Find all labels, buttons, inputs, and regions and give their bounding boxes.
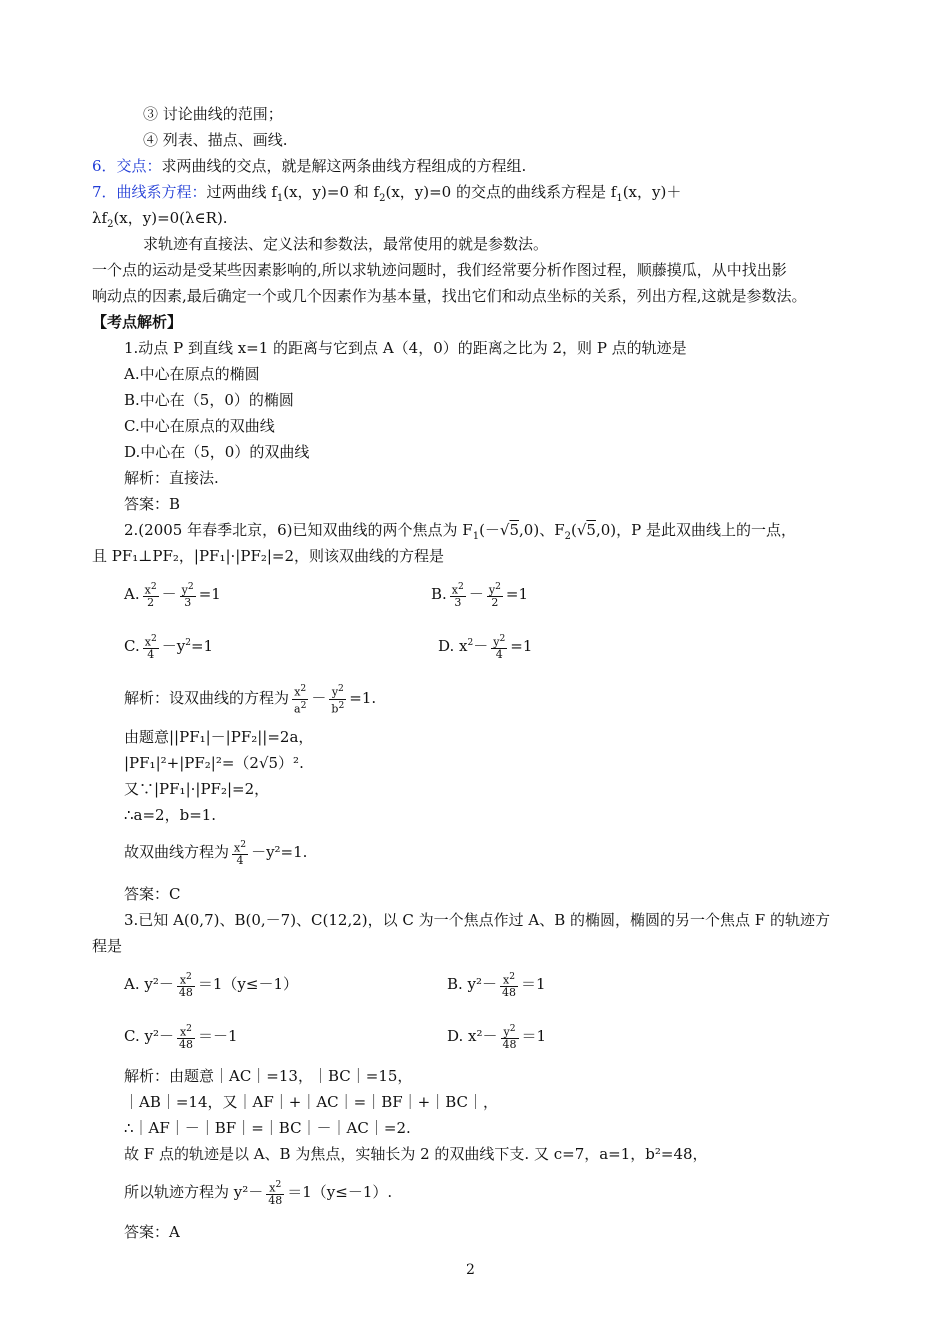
q3-stem-line1: 3.已知 A(0,7)、B(0,－7)、C(12,2)，以 C 为一个焦点作过 A、B 的椭圆，椭圆的另一个焦点 F 的轨迹方 xyxy=(124,911,830,929)
q2-stem-a: 2.(2005 年春季北京，6)已知双曲线的两个焦点为 F xyxy=(124,521,473,539)
q1-option-a: A.中心在原点的椭圆 xyxy=(124,365,260,383)
item7-text-c: (x，y)=0 的交点的曲线系方程是 f xyxy=(385,183,617,201)
q2-analysis: 解析：设双曲线的方程为 $\frac{x^2}{a^2}$ － $\frac{y^2}{b^2}$ =1. xyxy=(124,682,377,716)
q3-line4: 故 F 点的轨迹是以 A、B 为焦点，实轴长为 2 的双曲线下支. 又 c=7，a=1，b²=48， xyxy=(124,1145,708,1163)
q3-option-c: C. y²－ $\frac{x^2}{48}$ ＝－1 xyxy=(124,1022,238,1052)
para2-line1: 一个点的运动是受某些因素影响的,所以求轨迹问题时，我们经常要分析作图过程，顺藤摸瓜，从中找出影 xyxy=(92,261,787,279)
q2-stem-line2: 且 PF₁⊥PF₂，|PF₁|·|PF₂|=2，则该双曲线的方程是 xyxy=(92,547,445,565)
q3-stem-line2: 程是 xyxy=(92,937,123,955)
q3-option-d: D. x²－ $\frac{y^2}{48}$ ＝1 xyxy=(447,1022,547,1052)
q2-stem: 2.(2005 年春季北京，6)已知双曲线的两个焦点为 $F_1(-√5,0)$、$F_2(√5,0)$，P 是此双曲线上的一点， xyxy=(124,521,796,542)
para1: 求轨迹有直接法、定义法和参数法，最常使用的就是参数法。 xyxy=(143,235,549,253)
q2-option-c: C. $\frac{x^2}{4}$ $-y^2=1$ xyxy=(124,632,214,662)
q3-line3: ∴｜AF｜－｜BF｜=｜BC｜－｜AC｜=2. xyxy=(124,1119,411,1137)
q1-answer: 答案：B xyxy=(124,495,181,513)
item6-label: 6．交点： xyxy=(92,157,162,175)
q3-option-c-a: C. y²－ xyxy=(124,1027,174,1045)
q1-stem: 1.动点 P 到直线 x=1 的距离与它到点 A（4，0）的距离之比为 2，则 P 点的轨迹是 xyxy=(124,339,687,357)
item7-text-b: (x，y)=0 和 f xyxy=(283,183,380,201)
q3-line1: 解析：由题意｜AC｜=13，｜BC｜=15， xyxy=(124,1067,413,1085)
q2-stem-f: 5 xyxy=(586,521,596,539)
q2-line1: 由题意||PF₁|－|PF₂||=2a， xyxy=(124,728,314,746)
step3-text: ③ 讨论曲线的范围； xyxy=(143,105,283,123)
step4-text: ④ 列表、描点、画线. xyxy=(143,131,288,149)
q2-stem-e: ( xyxy=(570,521,577,539)
q3-option-a: A. y²－ $\frac{x^2}{48}$ ＝1（y≤－1） xyxy=(124,970,298,1000)
q2-answer: 答案：C xyxy=(124,885,181,903)
q2-stem-b: (－ xyxy=(479,521,500,539)
item6-text: 求两曲线的交点，就是解这两条曲线方程组成的方程组. xyxy=(161,157,527,175)
q1-option-c: C.中心在原点的双曲线 xyxy=(124,417,275,435)
q2-option-b: B. $\frac{x^2}{3}$ － $\frac{y^2}{2}$ =1 xyxy=(431,580,529,610)
q1-option-d: D.中心在（5，0）的双曲线 xyxy=(124,443,310,461)
q2-analysis-b: =1. xyxy=(349,689,377,707)
q1-option-b: B.中心在（5，0）的椭圆 xyxy=(124,391,294,409)
page-number: 2 xyxy=(466,1262,475,1278)
section-title: 【考点解析】 xyxy=(92,313,183,331)
q3-option-a-b: ＝1（y≤－1） xyxy=(197,975,298,993)
q3-option-b-a: B. y²－ xyxy=(447,975,498,993)
q2-option-d: D. $x^2-$ $\frac{y^2}{4}$ =1 xyxy=(438,632,533,662)
q3-line2: ｜AB｜=14，又｜AF｜+｜AC｜=｜BF｜+｜BC｜， xyxy=(124,1093,498,1111)
q2-line4: ∴a=2，b=1. xyxy=(124,806,217,824)
q2-stem-c: 5 xyxy=(509,521,520,539)
q2-option-c-label: C. xyxy=(124,637,140,655)
item6 xyxy=(92,156,526,176)
item7-text-d: (x，y)＋ xyxy=(622,183,682,201)
q2-line5: 故双曲线方程为 $\frac{x^2}{4}$ －y²=1. xyxy=(124,838,308,868)
q3-option-d-b: ＝1 xyxy=(521,1027,547,1045)
item7-line2: $\lambda f_2(x$，y)=0(λ∈R). xyxy=(92,209,228,230)
q2-option-d-label: D. xyxy=(438,637,455,655)
q3-option-b: B. y²－ $\frac{x^2}{48}$ ＝1 xyxy=(447,970,546,1000)
q3-option-d-a: D. x²－ xyxy=(447,1027,498,1045)
item7-label: 7．曲线系方程： xyxy=(92,183,207,201)
q2-line3: 又∵|PF₁|·|PF₂|=2， xyxy=(124,780,270,798)
q2-option-a-label: A. xyxy=(124,585,140,603)
q2-analysis-a: 解析：设双曲线的方程为 xyxy=(124,689,290,707)
item7-line2-b: (x，y)=0(λ∈R). xyxy=(113,209,228,227)
q2-stem-d: ,0)、F xyxy=(519,521,565,539)
q3-line5: 所以轨迹方程为 y²－ $\frac{x^2}{48}$ ＝1（y≤－1）. xyxy=(124,1178,393,1208)
q2-option-b-label: B. xyxy=(431,585,447,603)
item7: 7．曲线系方程：过两曲线 $f_1(x$，y)=0 和 $f_2(x$，y)=0 的交点的曲线系方程是 $f_1(x$，y)＋ xyxy=(92,183,682,204)
q2-option-a: A. $\frac{x^2}{2}$ － $\frac{y^2}{3}$ =1 xyxy=(124,580,221,610)
item7-line2-a: λf xyxy=(92,209,108,227)
item7-text-a: 过两曲线 f xyxy=(206,183,277,201)
q3-option-c-b: ＝－1 xyxy=(197,1027,238,1045)
q3-option-b-b: ＝1 xyxy=(521,975,546,993)
q3-line5-a: 所以轨迹方程为 y²－ xyxy=(124,1183,264,1201)
q2-line5-b: －y²=1. xyxy=(251,843,308,861)
q2-stem-g: ,0)，P 是此双曲线上的一点， xyxy=(595,521,796,539)
q3-answer: 答案：A xyxy=(124,1223,180,1241)
para2-line2: 响动点的因素,最后确定一个或几个因素作为基本量，找出它们和动点坐标的关系，列出方程,这就是参数法。 xyxy=(92,287,807,305)
q3-line5-b: ＝1（y≤－1）. xyxy=(287,1183,393,1201)
q3-option-a-a: A. y²－ xyxy=(124,975,174,993)
q2-line5-a: 故双曲线方程为 xyxy=(124,843,230,861)
q1-analysis: 解析：直接法. xyxy=(124,469,219,487)
q2-line2: |PF₁|²+|PF₂|²=（2√5）². xyxy=(124,754,304,772)
